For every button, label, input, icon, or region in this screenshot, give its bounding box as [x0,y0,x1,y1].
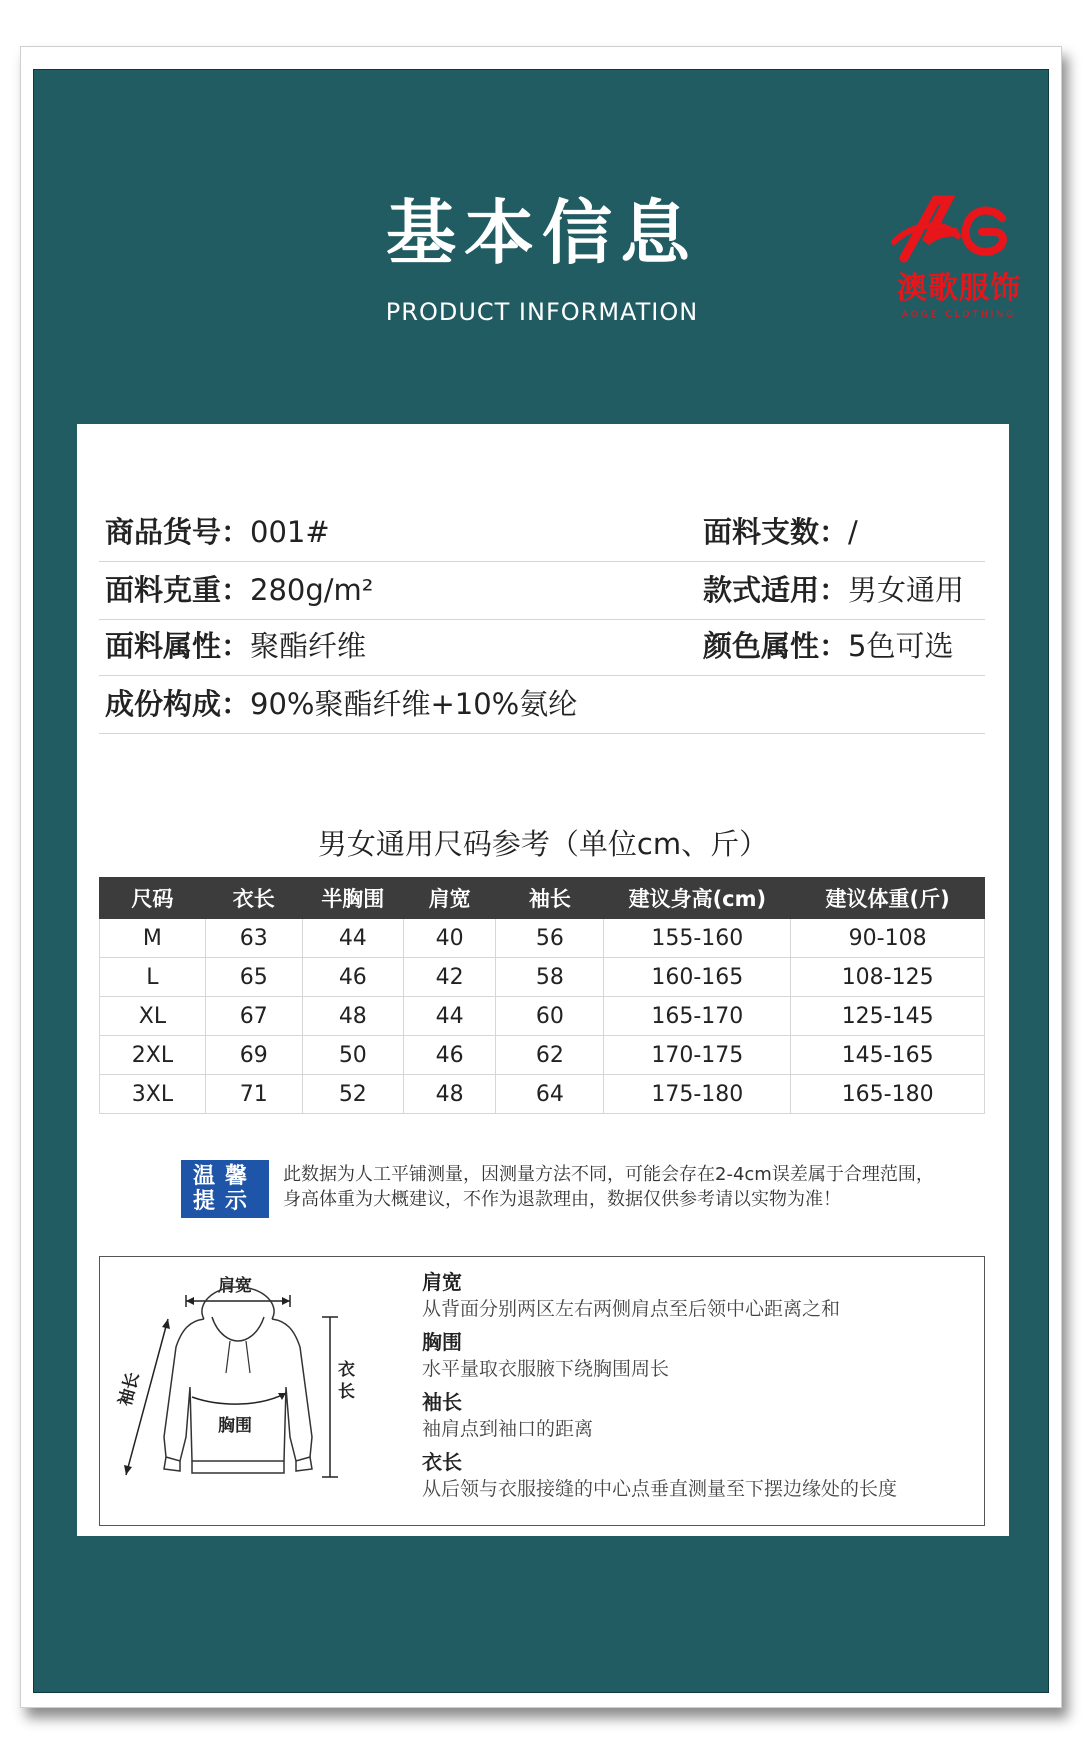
info-label: 成份构成： [105,687,251,721]
table-cell: M [100,919,206,958]
info-value: 5色可选 [848,629,954,663]
info-label: 款式适用： [703,573,849,607]
hoodie-illustration [100,1257,390,1525]
tip-line: 此数据为人工平铺测量，因测量方法不同，可能会存在2-4cm误差属于合理范围， [283,1164,934,1185]
info-value: 聚酯纤维 [250,629,367,663]
info-label: 颜色属性： [703,629,849,663]
info-card [77,424,1009,1536]
tip-text [283,1162,993,1212]
info-left [105,510,330,551]
table-row [100,919,985,958]
size-table [99,877,985,1114]
table-cell: 65 [205,958,302,997]
table-header-row [100,878,985,919]
info-row [99,614,985,676]
column-header: 建议身高(cm) [604,878,791,919]
table-row [100,1036,985,1075]
table-cell: 48 [302,997,403,1036]
tip-badge-line: 温馨 [192,1164,257,1189]
info-value: 001# [250,515,330,549]
column-header: 尺码 [100,878,206,919]
brand-name: 澳歌服饰 [897,271,1021,306]
table-cell: 3XL [100,1075,206,1114]
info-value: / [848,515,858,549]
table-cell: 40 [403,919,495,958]
table-row [100,958,985,997]
column-header: 半胸围 [302,878,403,919]
chest-label: 胸围 [218,1416,252,1436]
info-row [99,558,985,620]
info-value: 280g/m² [250,573,374,607]
definition-text: 从背面分别两区左右两侧肩点至后领中心距离之和 [422,1298,841,1320]
table-cell: L [100,958,206,997]
info-label: 面料克重： [105,573,251,607]
info-label: 面料支数： [703,515,849,549]
sleeve-label: 袖长 [115,1370,144,1409]
info-row [99,500,985,562]
brand-name-en: AOGE CLOTHING [901,310,1017,320]
definition-term: 衣长 [422,1450,462,1474]
info-label: 商品货号： [105,515,251,549]
info-left [105,624,366,665]
table-cell: 46 [403,1036,495,1075]
info-right [703,568,964,609]
length-label: 长 [338,1382,355,1402]
table-row [100,1075,985,1114]
table-cell: 108-125 [791,958,985,997]
table-cell: 2XL [100,1036,206,1075]
table-cell: 160-165 [604,958,791,997]
table-cell: 60 [496,997,604,1036]
table-cell: 125-145 [791,997,985,1036]
table-cell: XL [100,997,206,1036]
info-label: 面料属性： [105,629,251,663]
info-right [703,624,953,665]
tip-line: 身高体重为大概建议，不作为退款理由，数据仅供参考请以实物为准！ [283,1189,841,1210]
table-cell: 63 [205,919,302,958]
table-cell: 62 [496,1036,604,1075]
definition-term: 肩宽 [422,1270,462,1294]
table-cell: 175-180 [604,1075,791,1114]
table-cell: 50 [302,1036,403,1075]
tip-badge [181,1160,269,1218]
size-chart-title: 男女通用尺码参考（单位cm、斤） [317,827,769,861]
shoulder-label: 肩宽 [218,1276,252,1296]
info-left [105,568,373,609]
table-cell: 165-170 [604,997,791,1036]
info-value: 男女通用 [848,573,965,607]
tip-badge-line: 提示 [192,1189,257,1214]
definition-text: 水平量取衣服腋下绕胸围周长 [422,1358,670,1380]
measurement-diagram [99,1256,985,1526]
table-cell: 46 [302,958,403,997]
ag-logo-icon [874,192,1044,272]
table-cell: 155-160 [604,919,791,958]
info-left [105,682,577,723]
length-label: 衣 [338,1360,355,1380]
definition-text: 袖肩点到袖口的距离 [422,1418,594,1440]
table-cell: 48 [403,1075,495,1114]
table-cell: 67 [205,997,302,1036]
page-subtitle: PRODUCT INFORMATION [385,298,699,326]
table-cell: 90-108 [791,919,985,958]
measurement-definitions [422,1269,982,1509]
table-cell: 52 [302,1075,403,1114]
table-cell: 44 [302,919,403,958]
table-cell: 69 [205,1036,302,1075]
column-header: 衣长 [205,878,302,919]
table-cell: 71 [205,1075,302,1114]
table-cell: 145-165 [791,1036,985,1075]
table-row [100,997,985,1036]
column-header: 袖长 [496,878,604,919]
table-cell: 64 [496,1075,604,1114]
definition-term: 袖长 [422,1390,462,1414]
teal-panel [33,69,1049,1693]
table-cell: 44 [403,997,495,1036]
info-row [99,672,985,734]
page-frame [20,46,1062,1708]
table-cell: 165-180 [791,1075,985,1114]
info-value: 90%聚酯纤维+10%氨纶 [250,687,578,721]
info-right [703,510,858,551]
table-cell: 58 [496,958,604,997]
column-header: 建议体重(斤) [791,878,985,919]
page-title: 基本信息 [386,192,698,274]
table-cell: 56 [496,919,604,958]
brand-logo [874,192,1044,332]
table-cell: 170-175 [604,1036,791,1075]
column-header: 肩宽 [403,878,495,919]
table-cell: 42 [403,958,495,997]
definition-text: 从后领与衣服接缝的中心点垂直测量至下摆边缘处的长度 [422,1478,898,1500]
definition-term: 胸围 [422,1330,462,1354]
